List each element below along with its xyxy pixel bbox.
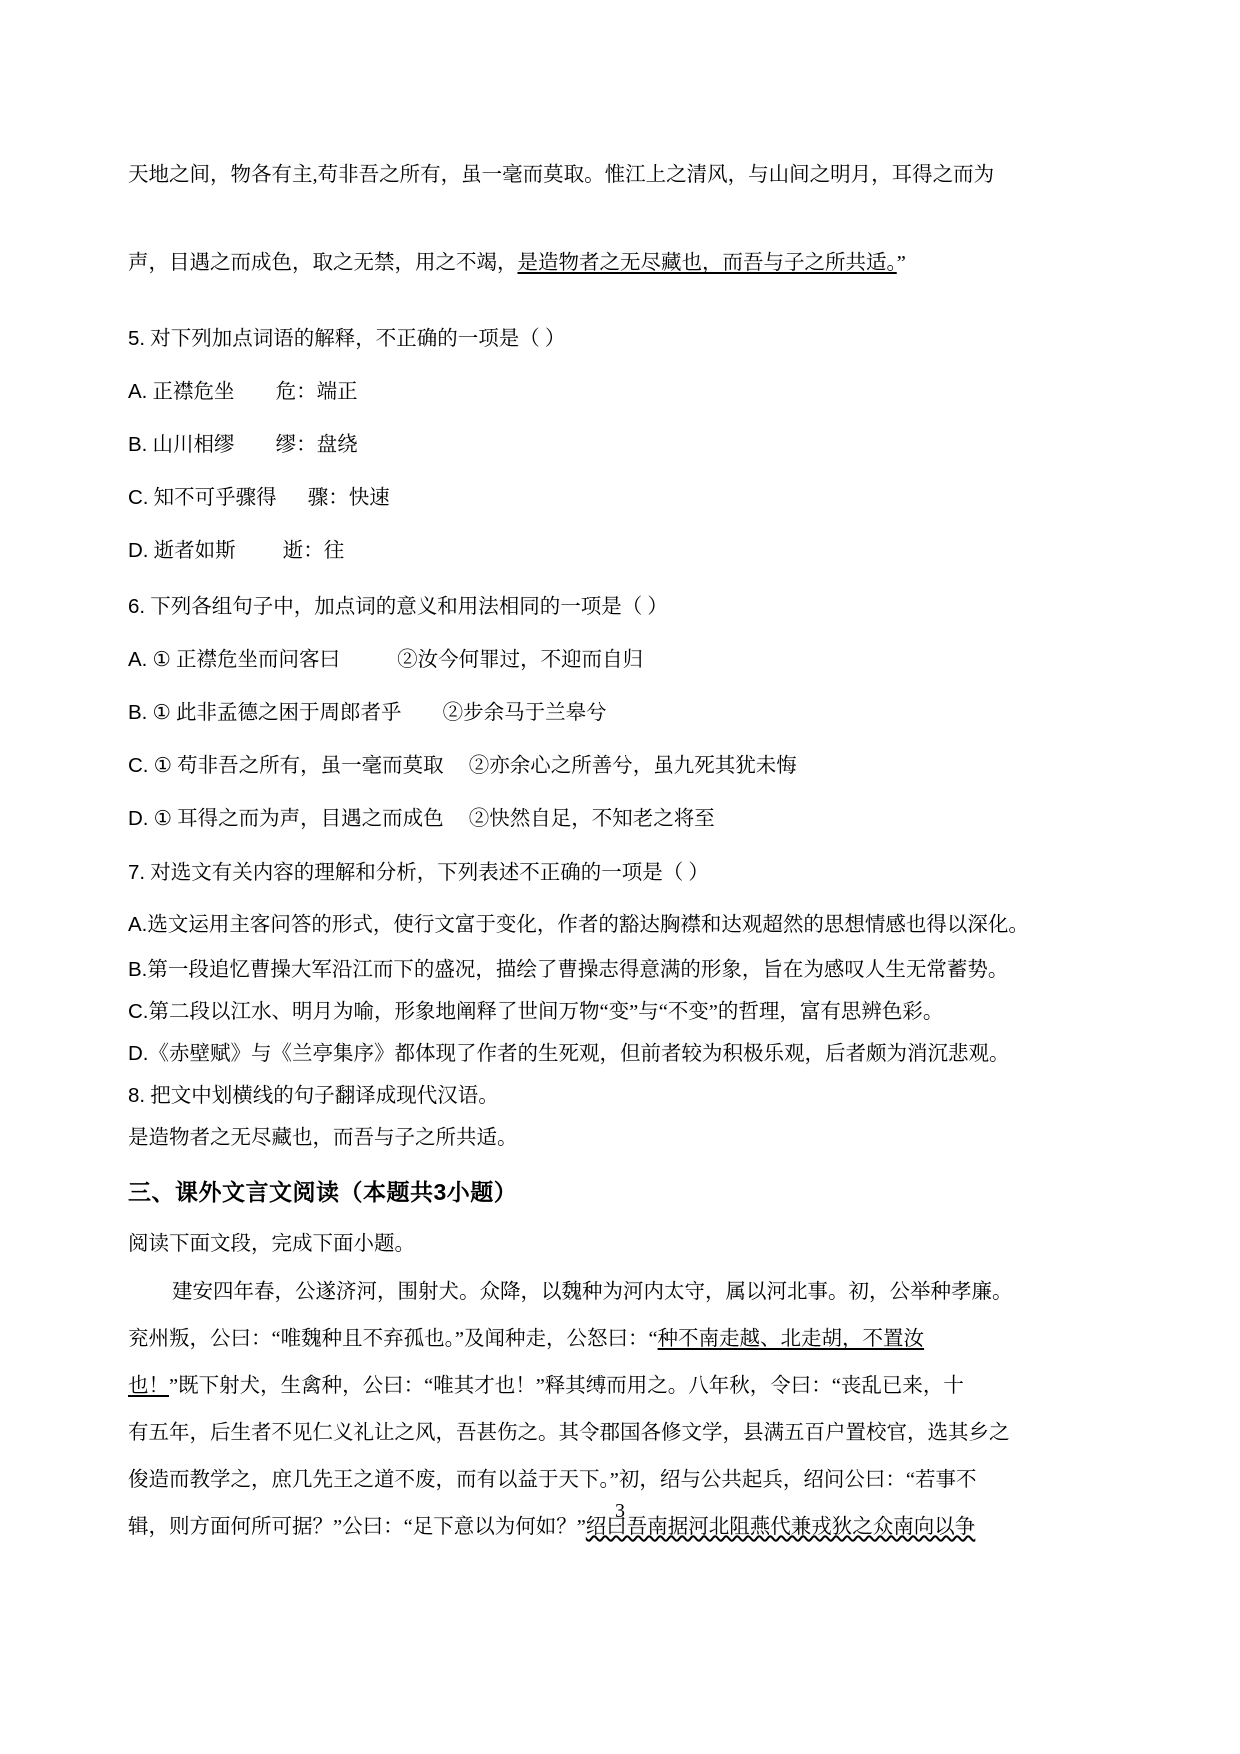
passage-line-3-underlined: 也！ <box>128 1375 169 1397</box>
section-three-heading <box>128 1170 1128 1215</box>
section-heading-prefix: 三、课外文言文阅读（本题共 <box>128 1180 434 1205</box>
passage-line-3 <box>128 1363 1128 1410</box>
option-first-clause: ① 耳得之而为声，目遇之而成色 <box>153 808 444 830</box>
question-5-option-d[interactable] <box>128 528 1128 574</box>
question-5-stem <box>128 316 1128 362</box>
question-7-option-c[interactable] <box>128 994 1128 1030</box>
passage-line-2-underlined: 种不南走越、北走胡，不置汝 <box>657 1328 925 1350</box>
option-label: D. <box>128 1042 149 1065</box>
option-text: 第一段追忆曹操大军沿江而下的盛况，描绘了曹操志得意满的形象，旨在为感叹人生无常蓄势。 <box>147 959 1009 981</box>
option-second-clause: ②快然自足，不知老之将至 <box>468 808 715 830</box>
question-5-option-b[interactable] <box>128 422 1128 468</box>
option-label: A. <box>128 648 148 671</box>
passage-line-2-plain: 兖州叛，公曰：“唯魏种且不弃孤也。”及闻种走，公怒曰：“ <box>128 1328 658 1350</box>
question-8-stem <box>128 1078 1128 1114</box>
excerpt-line-2-underlined: 是造物者之无尽藏也，而吾与子之所共适。 <box>517 252 897 274</box>
excerpt-line-2-plain: 声，目遇之而成色，取之无禁，用之不竭， <box>128 252 518 274</box>
section-heading-suffix: 小题） <box>446 1180 518 1205</box>
option-label: B. <box>128 433 148 456</box>
section-heading-count: 3 <box>433 1179 447 1205</box>
page-content <box>128 0 1128 1551</box>
reading-instruction: 阅读下面文段，完成下面小题。 <box>128 1233 415 1255</box>
option-label: D. <box>128 539 149 562</box>
option-gloss: 骤：快速 <box>307 487 390 509</box>
question-7-number: 7. <box>128 861 146 884</box>
question-6-option-d[interactable] <box>128 796 1128 842</box>
excerpt-line-2 <box>128 220 1128 306</box>
question-7-text: 对选文有关内容的理解和分析，下列表述不正确的一项是（ ） <box>150 862 709 884</box>
question-8-text: 把文中划横线的句子翻译成现代汉语。 <box>150 1085 499 1107</box>
option-label: A. <box>128 380 148 403</box>
option-label: D. <box>128 807 149 830</box>
option-text: 知不可乎骤得 <box>153 487 277 509</box>
question-6-option-a[interactable] <box>128 637 1128 683</box>
excerpt-line-2-tail: ” <box>896 252 906 274</box>
question-6-text: 下列各组句子中，加点词的意义和用法相同的一项是（ ） <box>150 596 668 618</box>
passage-line-3-plain: ”既下射犬，生禽种，公曰：“唯其才也！”释其缚而用之。八年秋，令曰：“丧乱已来，十 <box>169 1375 964 1397</box>
question-7-option-a[interactable] <box>128 900 1128 950</box>
passage-line-5: 俊造而教学之，庶几先王之道不废，而有以益于天下。”初，绍与公共起兵，绍问公曰：“若事不 <box>128 1469 977 1491</box>
excerpt-line-1: 天地之间，物各有主,苟非吾之所有，虽一毫而莫取。惟江上之清风，与山间之明月，耳得之而为 <box>128 164 995 186</box>
passage-paragraph-1: 建安四年春，公遂济河，围射犬。众降，以魏种为河内太守，属以河北事。初，公举种孝廉。 <box>172 1281 1013 1303</box>
passage-line-2 <box>128 1316 1128 1363</box>
option-text: 选文运用主客问答的形式，使行文富于变化，作者的豁达胸襟和达观超然的思想情感也得以深化。 <box>147 914 1029 936</box>
question-8-sentence: 是造物者之无尽藏也，而吾与子之所共适。 <box>128 1127 518 1149</box>
question-6-option-b[interactable] <box>128 690 1128 736</box>
page-number: 3 <box>615 1500 625 1522</box>
option-gloss: 危：端正 <box>275 381 358 403</box>
question-6-stem <box>128 584 1128 630</box>
option-label: C. <box>128 486 149 509</box>
question-5-option-c[interactable] <box>128 475 1128 521</box>
option-second-clause: ②亦余心之所善兮，虽九死其犹未悔 <box>468 755 797 777</box>
passage-line-4: 有五年，后生者不见仁义礼让之风，吾甚伤之。其令郡国各修文学，县满五百户置校官，选其乡之 <box>128 1422 1010 1444</box>
question-5-text: 对下列加点词语的解释，不正确的一项是（ ） <box>150 328 566 350</box>
question-6-option-c[interactable] <box>128 743 1128 789</box>
option-first-clause: ① 苟非吾之所有，虽一毫而莫取 <box>153 755 444 777</box>
passage-line-6-wavy-underlined: 绍曰吾南据河北阻燕代兼戎狄之众南向以争 <box>585 1516 976 1538</box>
option-gloss: 逝：往 <box>282 540 345 562</box>
question-6-number: 6. <box>128 595 146 618</box>
option-second-clause: ②步余马于兰皋兮 <box>442 702 607 724</box>
question-5-option-a[interactable] <box>128 369 1128 415</box>
option-text: 逝者如斯 <box>153 540 236 562</box>
option-text: 正襟危坐 <box>152 381 235 403</box>
question-7-option-d[interactable] <box>128 1036 1128 1072</box>
option-label: B. <box>128 958 148 981</box>
option-label: A. <box>128 913 148 936</box>
option-first-clause: ① 此非孟德之困于周郎者乎 <box>152 702 402 724</box>
question-7-stem <box>128 850 1128 896</box>
option-label: C. <box>128 1000 149 1023</box>
question-8-number: 8. <box>128 1084 146 1107</box>
option-text: 《赤壁赋》与《兰亭集序》都体现了作者的生死观，但前者较为积极乐观，后者颇为消沉悲观。 <box>148 1043 1010 1065</box>
option-label: B. <box>128 701 148 724</box>
option-second-clause: ②汝今何罪过，不迎而自归 <box>397 649 644 671</box>
option-label: C. <box>128 754 149 777</box>
option-gloss: 缪：盘绕 <box>275 434 358 456</box>
question-5-number: 5. <box>128 327 146 350</box>
passage-line-6-plain: 辑，则方面何所可据？”公曰：“足下意以为何如？” <box>128 1516 586 1538</box>
option-first-clause: ① 正襟危坐而问客曰 <box>152 649 341 671</box>
question-7-option-b[interactable] <box>128 952 1128 988</box>
option-text: 山川相缪 <box>152 434 235 456</box>
option-text: 第二段以江水、明月为喻，形象地阐释了世间万物“变”与“不变”的哲理，富有思辨色彩。 <box>148 1001 944 1023</box>
